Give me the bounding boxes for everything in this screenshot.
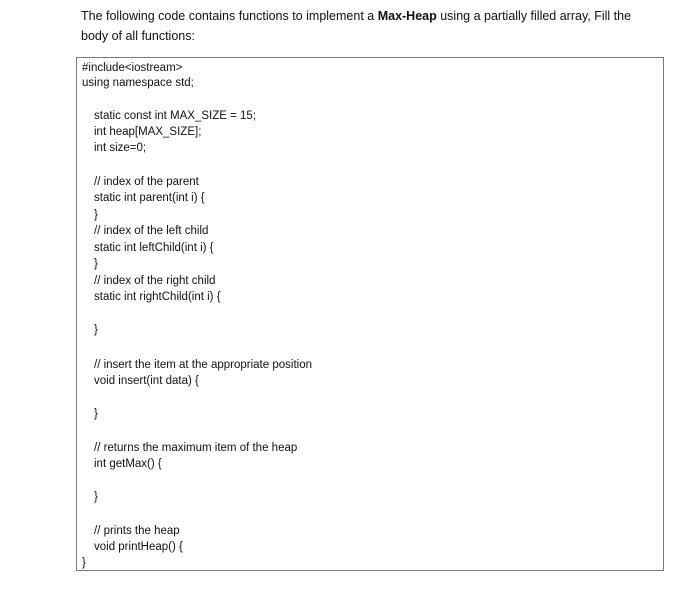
code-right-signature: static int rightChild(int i) { bbox=[94, 291, 221, 303]
code-getmax-comment: // returns the maximum item of the heap bbox=[94, 442, 298, 454]
instructions-bold-term: Max-Heap bbox=[377, 9, 437, 23]
instructions-after: using a partially filled array, Fill the body of all functions: bbox=[81, 9, 632, 43]
code-parent-signature: static int parent(int i) { bbox=[94, 192, 205, 204]
code-parent-comment: // index of the parent bbox=[94, 176, 199, 188]
code-max-size: static const int MAX_SIZE = 15; bbox=[94, 110, 257, 122]
code-using: using namespace std; bbox=[82, 77, 194, 89]
code-insert-close: } bbox=[94, 408, 98, 420]
code-right-comment: // index of the right child bbox=[94, 275, 216, 287]
code-right-close: } bbox=[94, 324, 98, 336]
code-print-comment: // prints the heap bbox=[94, 525, 180, 537]
code-getmax-signature: int getMax() { bbox=[94, 458, 162, 470]
code-final-close: } bbox=[82, 557, 86, 569]
code-left-comment: // index of the left child bbox=[94, 225, 209, 237]
code-parent-close: } bbox=[94, 209, 98, 221]
instructions-text bbox=[81, 6, 661, 46]
code-include: #include<iostream> bbox=[82, 62, 183, 74]
code-size-decl: int size=0; bbox=[94, 142, 147, 154]
code-heap-decl: int heap[MAX_SIZE]; bbox=[94, 126, 202, 138]
code-getmax-close: } bbox=[94, 491, 98, 503]
code-left-close: } bbox=[94, 258, 98, 270]
code-block bbox=[76, 57, 664, 571]
code-left-signature: static int leftChild(int i) { bbox=[94, 242, 214, 254]
code-insert-comment: // insert the item at the appropriate position bbox=[94, 359, 312, 371]
code-print-signature: void printHeap() { bbox=[94, 541, 183, 553]
instructions-before: The following code contains functions to implement a bbox=[81, 9, 378, 23]
code-insert-signature: void insert(int data) { bbox=[94, 375, 199, 387]
